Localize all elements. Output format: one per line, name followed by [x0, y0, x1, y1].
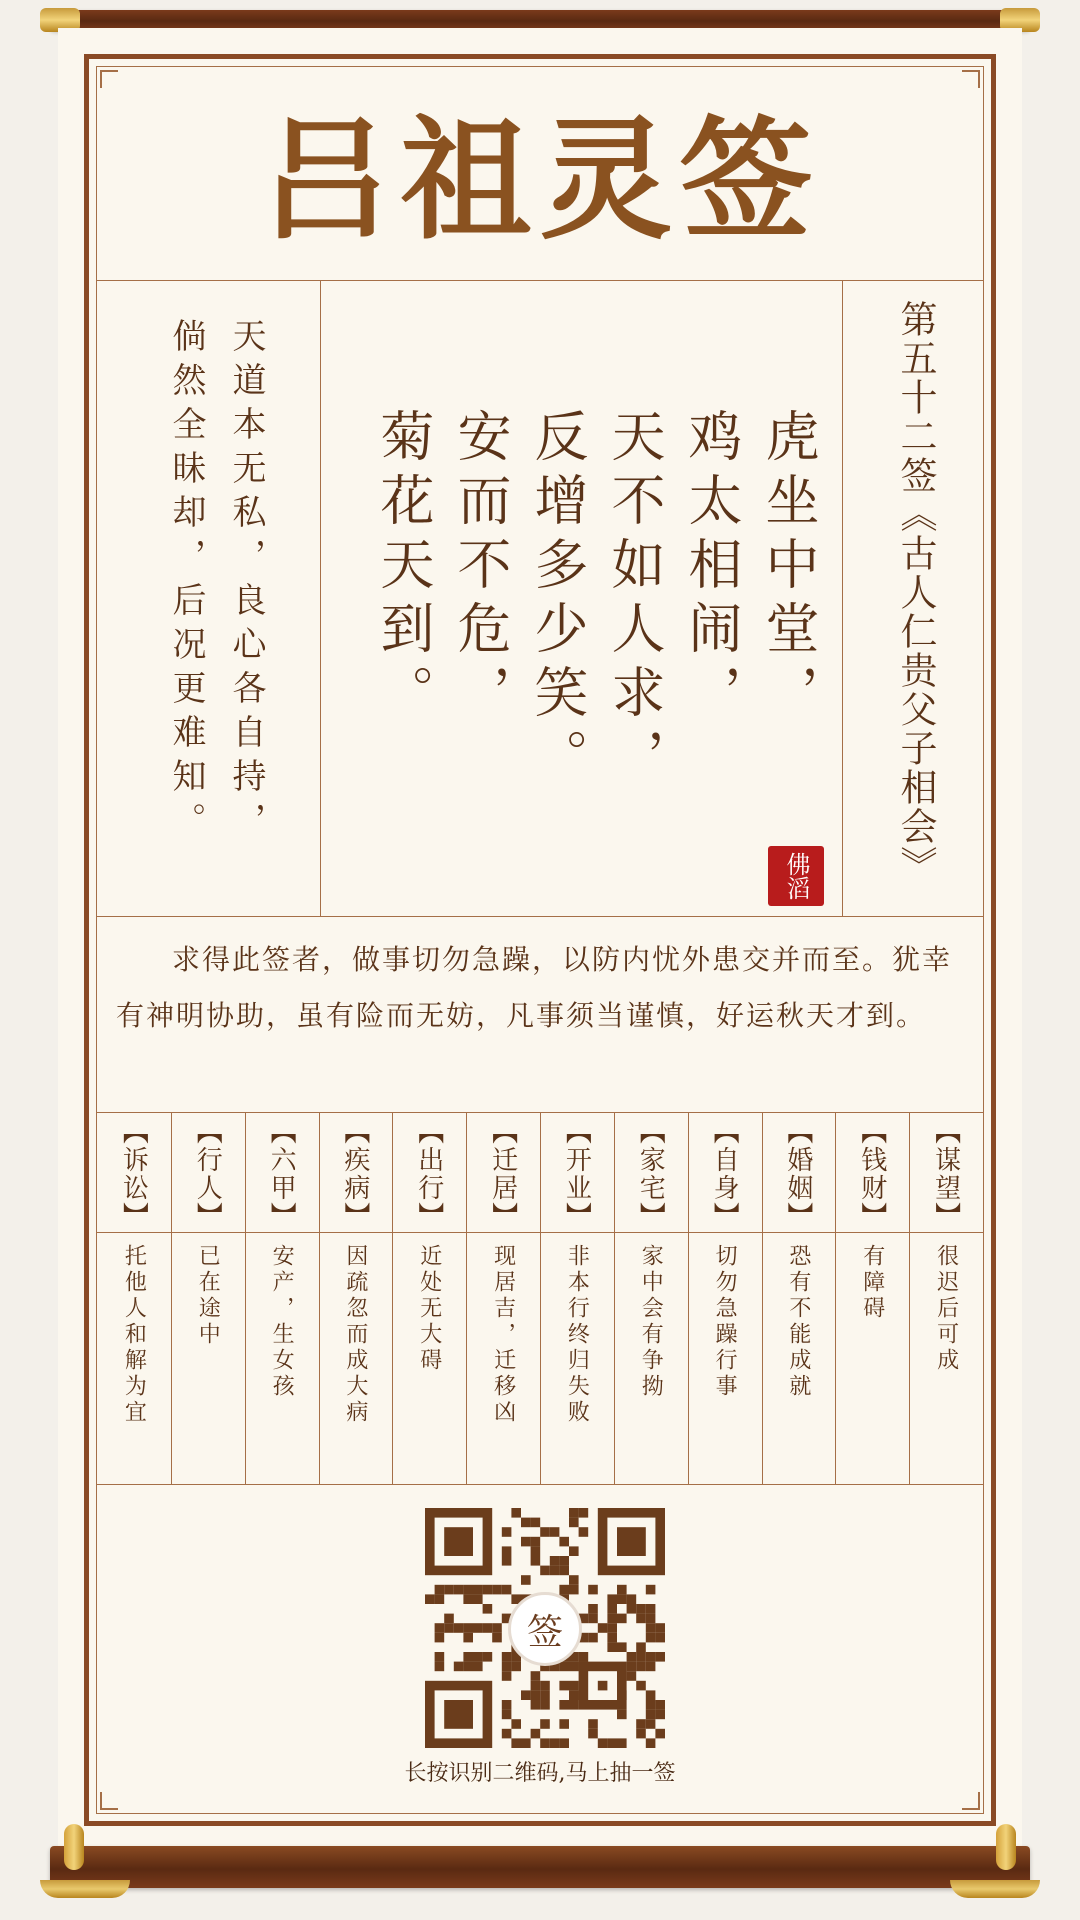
- poem-line: 鸡太相闹，: [680, 408, 743, 728]
- category-label-text: 【疾病】: [339, 1118, 370, 1230]
- scroll-bottom-rod: [50, 1846, 1030, 1888]
- corner-ornament: [100, 1792, 118, 1810]
- category-value-text: 近处无大碍: [416, 1244, 442, 1374]
- category-value: [171, 1244, 245, 1348]
- category-value: [245, 1244, 319, 1400]
- category-value-text: 切勿急躁行事: [712, 1244, 738, 1400]
- category-value-text: 现居吉，迁移凶: [490, 1244, 516, 1426]
- category-value: [762, 1244, 836, 1400]
- category-label: [614, 1118, 688, 1230]
- category-value: [614, 1244, 688, 1400]
- category-label: [171, 1118, 245, 1230]
- category-value-text: 已在途中: [195, 1244, 221, 1348]
- category-label: [835, 1118, 909, 1230]
- category-value: [319, 1244, 393, 1426]
- category-value: [466, 1244, 540, 1426]
- lot-number: [888, 300, 942, 885]
- red-seal: [768, 846, 824, 906]
- lot-number-text: 第五十二签: [894, 300, 937, 495]
- category-value-text: 很迟后可成: [933, 1244, 959, 1374]
- category-label: [762, 1118, 836, 1230]
- poem-line: 天不如人求，: [603, 408, 666, 792]
- category-value-text: 安产，生女孩: [269, 1244, 295, 1400]
- corner-ornament: [962, 70, 980, 88]
- scroll-bottom-left-foot: [40, 1880, 130, 1898]
- category-label: [245, 1118, 319, 1230]
- qr-caption: 长按识别二维码,马上抽一签: [404, 1761, 676, 1786]
- corner-ornament: [100, 70, 118, 88]
- category-value: [97, 1244, 171, 1426]
- qr-center-text: 签: [526, 1611, 563, 1653]
- category-label-text: 【钱财】: [856, 1118, 887, 1230]
- qr-center-badge: [508, 1592, 582, 1666]
- category-label-text: 【开业】: [561, 1118, 592, 1230]
- category-label: [909, 1118, 983, 1230]
- divider: [97, 916, 983, 917]
- category-label-text: 【行人】: [192, 1118, 223, 1230]
- scroll-bottom-right-foot: [950, 1880, 1040, 1898]
- category-label: [688, 1118, 762, 1230]
- category-label-text: 【迁居】: [487, 1118, 518, 1230]
- category-label: [540, 1118, 614, 1230]
- category-label: [97, 1118, 171, 1230]
- category-label-text: 【出行】: [413, 1118, 444, 1230]
- category-label-text: 【六甲】: [266, 1118, 297, 1230]
- category-value: [835, 1244, 909, 1322]
- divider: [97, 1484, 983, 1485]
- category-value-text: 因疏忽而成大病: [342, 1244, 368, 1426]
- category-value: [540, 1244, 614, 1426]
- divider: [97, 280, 983, 281]
- lot-story-text: 《古人仁贵父子相会》: [894, 495, 937, 885]
- page-title: 吕祖灵签: [260, 103, 820, 258]
- scroll-bottom-left-knob: [64, 1824, 84, 1870]
- category-label-text: 【婚姻】: [782, 1118, 813, 1230]
- category-value: [688, 1244, 762, 1400]
- category-value-text: 托他人和解为宜: [121, 1244, 147, 1426]
- category-value-text: 恐有不能成就: [785, 1244, 811, 1400]
- poem-line: 虎坐中堂，: [757, 408, 820, 728]
- divider: [320, 280, 321, 916]
- poem-line: 安而不危，: [449, 408, 512, 728]
- category-label-text: 【谋望】: [930, 1118, 961, 1230]
- category-label-text: 【诉讼】: [118, 1118, 149, 1230]
- poem-line: 菊花天到。: [372, 408, 435, 728]
- commentary-line: 天道本无私，良心各自持，: [226, 318, 266, 846]
- category-label: [319, 1118, 393, 1230]
- category-value-text: 家中会有争拗: [638, 1244, 664, 1400]
- category-value: [909, 1244, 983, 1374]
- category-value-text: 有障碍: [859, 1244, 885, 1322]
- category-value-text: 非本行终归失败: [564, 1244, 590, 1426]
- category-label-text: 【自身】: [709, 1118, 740, 1230]
- seal-text: 佛滔: [782, 852, 810, 900]
- poem-line: 反增多少笑。: [526, 408, 589, 792]
- divider: [842, 280, 843, 916]
- corner-ornament: [962, 1792, 980, 1810]
- explanation-text: 求得此签者，做事切勿急躁，以防内忧外患交并而至。犹幸有神明协助，虽有险而无妨，凡事须当谨慎，好运秋天才到。: [116, 943, 953, 1032]
- category-label-text: 【家宅】: [635, 1118, 666, 1230]
- commentary-line: 倘然全昧却，后况更难知。: [166, 318, 206, 846]
- scroll-top-rod: [50, 10, 1030, 30]
- category-label: [392, 1118, 466, 1230]
- category-value: [392, 1244, 466, 1374]
- category-label: [466, 1118, 540, 1230]
- scroll-bottom-right-knob: [996, 1824, 1016, 1870]
